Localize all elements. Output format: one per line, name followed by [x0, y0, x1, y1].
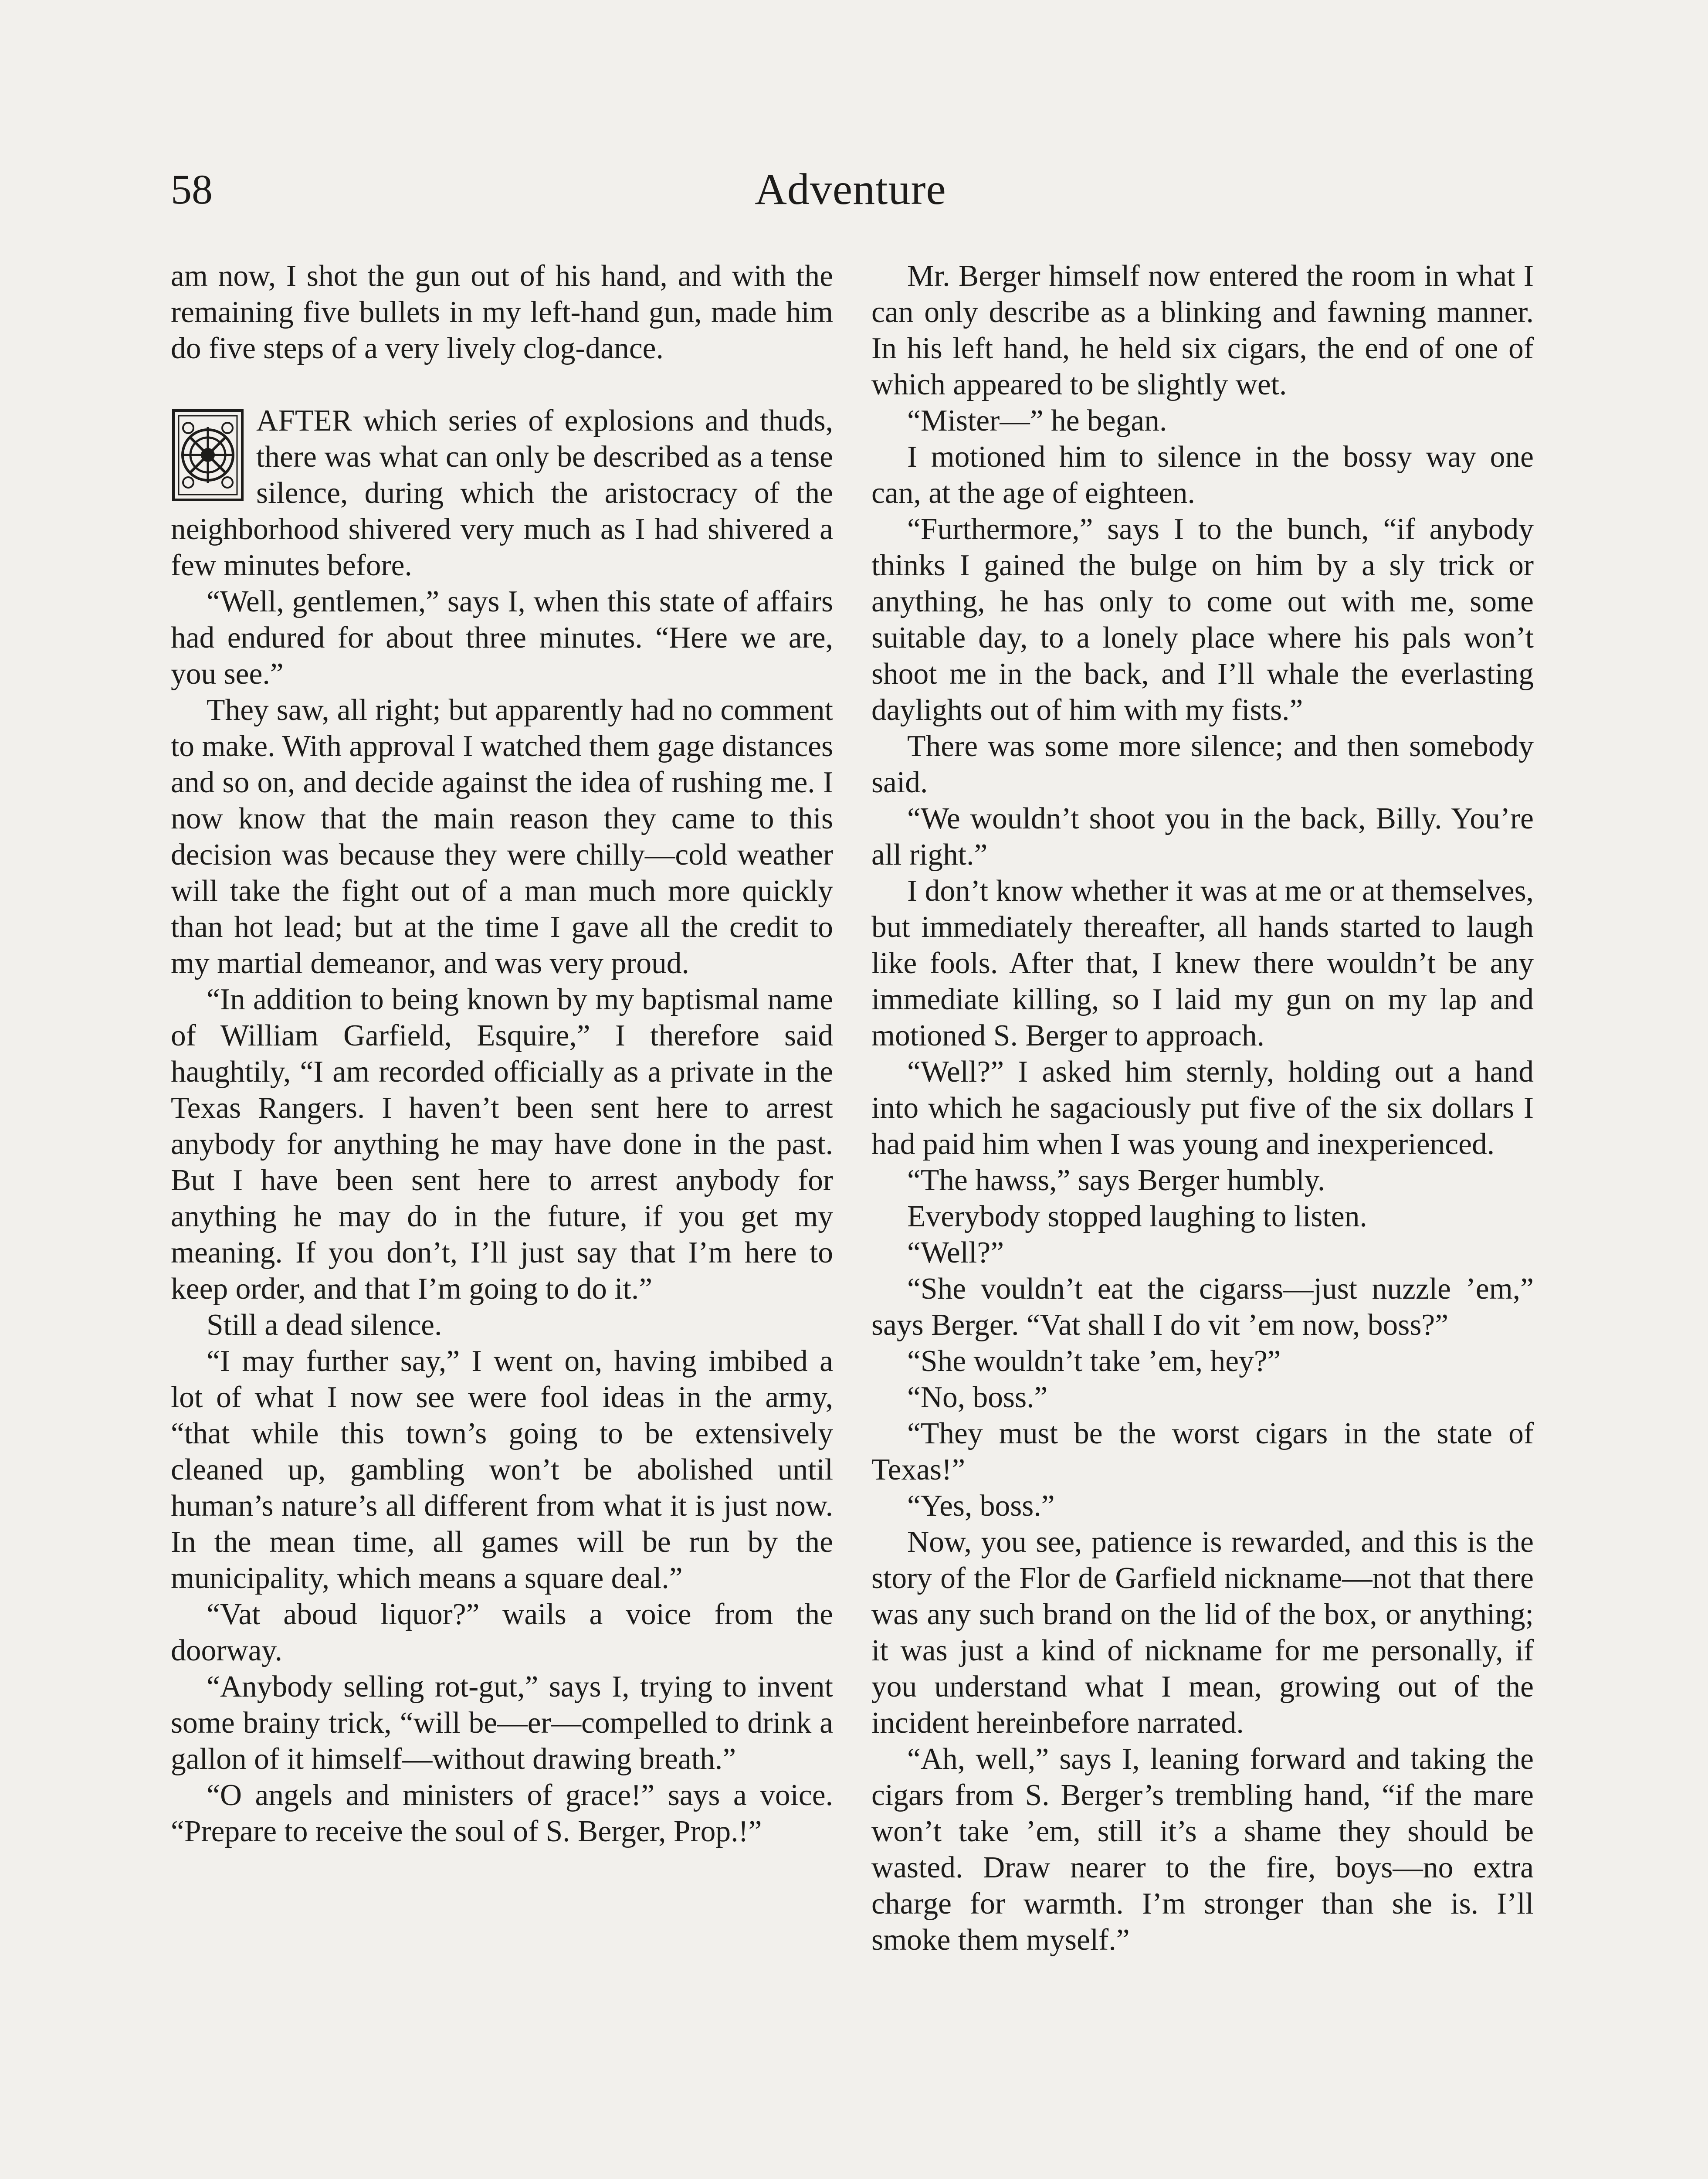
paragraph-text: AFTER which series of explosions and thuds, there was what can only be described as a tense silence, during which the aristocracy of the neighborhood shivered very much as I had shivered a few minutes before. — [171, 404, 833, 582]
paragraph: “Ah, well,” says I, leaning forward and taking the cigars from S. Berger’s trembling hand, “if the mare won’t take ’em, still it’s a shame they should be wasted. Draw nearer to the fire, boys—no extra charge for warmth. I’m stronger than she is. I’ll smoke them myself.” — [871, 1742, 1534, 1957]
paragraph: “Well?” I asked him sternly, holding out a hand into which he sagaciously put five of the six dollars I had paid him when I was young and inexperienced. — [871, 1055, 1534, 1161]
page-header — [171, 157, 1530, 222]
paragraph: “They must be the worst cigars in the state of Texas!” — [871, 1417, 1534, 1487]
paragraph: “In addition to being known by my baptismal name of William Garfield, Esquire,” I therefore said haughtily, “I am recorded officially as a private in the Texas Rangers. I haven’t been sent here to arrest anybody for anything he may have done in the past. But I have been sent here to arrest anybody for anything he may do in the future, if you get my meaning. If you don’t, I’ll just say that I’m here to keep order, and that I’m going to do it.” — [171, 983, 833, 1306]
paragraph: “Well?” — [907, 1236, 1004, 1269]
paragraph: am now, I shot the gun out of his hand, and with the remaining five bullets in my left-hand gun, made him do five steps of a very lively clog-dance. — [171, 259, 833, 365]
paragraph: “Well, gentlemen,” says I, when this state of affairs had endured for about three minutes. “Here we are, you see.” — [171, 585, 833, 691]
paragraph: “Mister—” he began. — [907, 404, 1167, 438]
right-column — [871, 258, 1534, 1958]
paragraph: “The hawss,” says Berger humbly. — [907, 1164, 1325, 1197]
paragraph: I don’t know whether it was at me or at themselves, but immediately thereafter, all hands started to laugh like fools. After that, I knew there wouldn’t be any immediate killing, so I laid my gun on my lap and motioned S. Berger to approach. — [871, 874, 1534, 1052]
paragraph: “Furthermore,” says I to the bunch, “if anybody thinks I gained the bulge on him by a sly trick or anything, he has only to come out with me, some suitable day, to a lonely place where his pals won’t shoot me in the back, and I’ll whale the everlasting daylights out of him with my fists.” — [871, 513, 1534, 727]
paragraph: Now, you see, patience is rewarded, and this is the story of the Flor de Garfield nickname—not that there was any such brand on the lid of the box, or anything; it was just a kind of nickname for me personally, if you understand what I mean, growing out of the incident hereinbefore narrated. — [871, 1525, 1534, 1740]
paragraph: “Yes, boss.” — [907, 1489, 1055, 1523]
paragraph: Mr. Berger himself now entered the room in what I can only describe as a blinking and fawning manner. In his left hand, he held six cigars, the end of one of which appeared to be slightly wet. — [871, 259, 1534, 401]
paragraph: “Anybody selling rot-gut,” says I, trying to invent some brainy trick, “will be—er—compelled to drink a gallon of it himself—without drawing breath.” — [171, 1670, 833, 1776]
paragraph: Everybody stopped laughing to listen. — [907, 1200, 1367, 1233]
celtic-knot-icon — [171, 406, 245, 504]
paragraph: “No, boss.” — [907, 1381, 1048, 1414]
paragraph: There was some more silence; and then somebody said. — [871, 730, 1534, 799]
section-opening-paragraph — [171, 403, 833, 584]
page-number: 58 — [171, 166, 213, 213]
paragraph: “She wouldn’t take ’em, hey?” — [907, 1344, 1281, 1378]
running-head: Adventure — [755, 165, 946, 214]
paragraph: Still a dead silence. — [207, 1308, 442, 1342]
paragraph: “We wouldn’t shoot you in the back, Billy. You’re all right.” — [871, 802, 1534, 872]
paragraph: “O angels and ministers of grace!” says a voice. “Prepare to receive the soul of S. Berger, Prop.!” — [171, 1778, 833, 1848]
left-column — [171, 258, 833, 1850]
paragraph: “I may further say,” I went on, having imbibed a lot of what I now see were fool ideas in the army, “that while this town’s going to be extensively cleaned up, gambling won’t be abolished until human’s nature’s all different from what it is just now. In the mean time, all games will be run by the municipality, which means a square deal.” — [171, 1344, 833, 1595]
paragraph: I motioned him to silence in the bossy way one can, at the age of eighteen. — [871, 440, 1534, 510]
paragraph: “She vouldn’t eat the cigarss—just nuzzle ’em,” says Berger. “Vat shall I do vit ’em now, boss?” — [871, 1272, 1534, 1342]
paragraph: They saw, all right; but apparently had no comment to make. With approval I watched them gage distances and so on, and decide against the idea of rushing me. I now know that the main reason they came to this decision was because they were chilly—cold weather will take the fight out of a man much more quickly than hot lead; but at the time I gave all the credit to my martial demeanor, and was very proud. — [171, 693, 833, 980]
paragraph: “Vat aboud liquor?” wails a voice from the doorway. — [171, 1598, 833, 1667]
